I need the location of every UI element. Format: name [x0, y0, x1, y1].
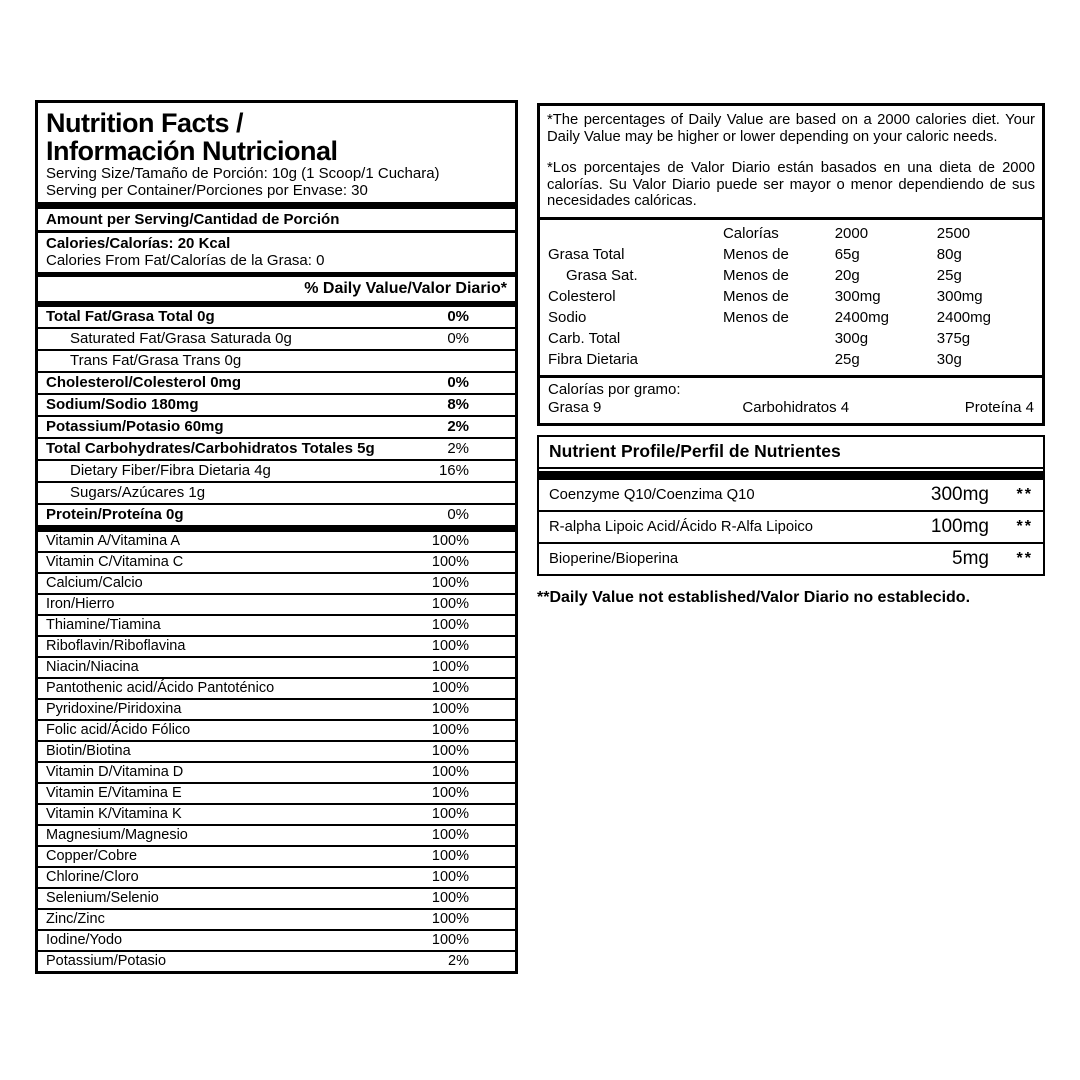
nutrient-row [38, 503, 515, 525]
vitamin-daily-value: 100% [431, 596, 469, 612]
servings-per-container: Serving per Container/Porciones por Envase: 30 [46, 182, 368, 199]
footnote-spanish: *Los porcentajes de Valor Diario están basados en una dieta de 2000 calorías. Su Valor Diario puede ser mayor o menor dependiendo de sus necesidades calóricas. [547, 160, 1035, 209]
vitamin-label: Pantothenic acid/Ácido Pantoténico [46, 680, 275, 696]
nutrient-daily-value: 2% [447, 418, 469, 435]
vitamin-daily-value: 100% [431, 827, 469, 843]
col-2000: 2000 [834, 224, 869, 242]
reference-table-row [548, 265, 1034, 286]
vitamin-row [38, 803, 515, 824]
vitamin-daily-value: 100% [431, 764, 469, 780]
nutrition-facts-header [38, 103, 515, 202]
vitamin-daily-value: 100% [431, 659, 469, 675]
ref-value-2000: 25g [834, 350, 860, 368]
vitamin-label: Pyridoxine/Piridoxina [46, 701, 182, 717]
vitamin-label: Copper/Cobre [46, 848, 138, 864]
ref-value-2500: 2400mg [936, 308, 991, 326]
nutrient-daily-value: 0% [447, 308, 469, 325]
daily-value-footnotes [540, 106, 1042, 217]
ref-value-2000: 300mg [834, 287, 881, 305]
profile-dv-stars: ** [1016, 517, 1033, 535]
ref-qualifier: Menos de [722, 308, 789, 326]
col-2500: 2500 [936, 224, 971, 242]
serving-size: Serving Size/Tamaño de Porción: 10g (1 Scoop/1 Cuchara) [46, 165, 440, 182]
vitamin-row [38, 950, 515, 971]
vitamin-label: Selenium/Selenio [46, 890, 159, 906]
panel-title-line1: Nutrition Facts / [46, 108, 244, 138]
ref-value-2000: 300g [834, 329, 869, 347]
ref-item: Colesterol [548, 287, 616, 305]
profile-amount: 300mg [930, 483, 989, 505]
profile-dv-stars: ** [1016, 549, 1033, 567]
nutrient-row [38, 393, 515, 415]
nutrient-profile-box [537, 435, 1045, 576]
ref-value-2500: 300mg [936, 287, 983, 305]
vitamin-row [38, 677, 515, 698]
thick-divider [38, 202, 515, 209]
nutrient-label: Total Carbohydrates/Carbohidratos Totales 5g [46, 440, 375, 457]
daily-value-header: % Daily Value/Valor Diario* [304, 280, 507, 297]
vitamin-row [38, 824, 515, 845]
vitamin-row [38, 530, 515, 551]
nutrient-rows [38, 305, 515, 525]
vitamin-label: Magnesium/Magnesio [46, 827, 188, 843]
nutrient-profile-row [539, 510, 1043, 542]
reference-table-row [548, 286, 1034, 307]
vitamin-daily-value: 100% [431, 533, 469, 549]
nutrient-label: Total Fat/Grasa Total 0g [46, 308, 215, 325]
vitamin-label: Iron/Hierro [46, 596, 115, 612]
ref-item: Grasa Total [548, 245, 625, 263]
nutrient-row [38, 415, 515, 437]
vitamin-row [38, 740, 515, 761]
vitamin-label: Vitamin C/Vitamina C [46, 554, 184, 570]
vitamin-row [38, 908, 515, 929]
nutrient-daily-value: 8% [447, 396, 469, 413]
profile-label: Coenzyme Q10/Coenzima Q10 [549, 486, 755, 503]
vitamin-row [38, 551, 515, 572]
vitamin-daily-value: 100% [431, 680, 469, 696]
ref-value-2500: 25g [936, 266, 962, 284]
vitamin-daily-value: 100% [431, 806, 469, 822]
nutrient-profile-row [539, 542, 1043, 574]
vitamin-row [38, 929, 515, 950]
nutrient-daily-value: 0% [447, 330, 469, 347]
vitamin-row [38, 635, 515, 656]
nutrient-row [38, 305, 515, 327]
vitamin-rows [38, 530, 515, 971]
nutrient-profile-row [539, 478, 1043, 510]
ref-value-2500: 80g [936, 245, 962, 263]
vitamin-label: Vitamin D/Vitamina D [46, 764, 184, 780]
nutrient-row [38, 327, 515, 349]
vitamin-daily-value: 100% [431, 722, 469, 738]
ref-item: Grasa Sat. [566, 266, 638, 284]
nutrient-label: Potassium/Potasio 60mg [46, 418, 224, 435]
vitamin-label: Niacin/Niacina [46, 659, 139, 675]
nutrient-profile-rows [539, 478, 1043, 574]
ref-value-2000: 20g [834, 266, 860, 284]
daily-value-reference-box [537, 103, 1045, 426]
ref-item: Carb. Total [548, 329, 621, 347]
vitamin-row [38, 866, 515, 887]
nutrient-label: Sodium/Sodio 180mg [46, 396, 199, 413]
ref-qualifier: Menos de [722, 287, 789, 305]
vitamin-label: Zinc/Zinc [46, 911, 105, 927]
vitamin-row [38, 761, 515, 782]
calories-per-gram-values [548, 399, 1034, 417]
nutrient-row [38, 437, 515, 459]
vitamin-daily-value: 100% [431, 554, 469, 570]
ref-item: Sodio [548, 308, 587, 326]
ref-value-2500: 30g [936, 350, 962, 368]
vitamin-daily-value: 100% [431, 911, 469, 927]
reference-table [540, 220, 1042, 375]
ref-qualifier: Menos de [722, 266, 789, 284]
reference-table-row [548, 307, 1034, 328]
vitamin-row [38, 719, 515, 740]
reference-table-header [548, 223, 1034, 244]
vitamin-row [38, 593, 515, 614]
vitamin-daily-value: 100% [431, 638, 469, 654]
reference-table-row [548, 244, 1034, 265]
col-blank [548, 223, 723, 244]
ref-qualifier [723, 328, 835, 349]
ref-value-2000: 2400mg [834, 308, 889, 326]
ref-qualifier: Menos de [722, 245, 789, 263]
ref-qualifier [723, 349, 835, 370]
nutrient-label: Sugars/Azúcares 1g [70, 484, 206, 501]
vitamin-daily-value: 100% [431, 617, 469, 633]
reference-table-row [548, 328, 1034, 349]
vitamin-label: Thiamine/Tiamina [46, 617, 161, 633]
vitamin-label: Biotin/Biotina [46, 743, 131, 759]
vitamin-label: Chlorine/Cloro [46, 869, 139, 885]
dv-not-established-note: **Daily Value not established/Valor Diario no establecido. [537, 588, 971, 606]
amount-per-serving: Amount per Serving/Cantidad de Porción [38, 209, 515, 233]
nutrient-row [38, 459, 515, 481]
vitamin-daily-value: 100% [431, 701, 469, 717]
vitamin-row [38, 782, 515, 803]
vitamin-daily-value: 100% [431, 785, 469, 801]
footnote-english: *The percentages of Daily Value are based on a 2000 calories diet. Your Daily Value may be higher or lower depending on your caloric needs. [547, 112, 1035, 145]
calories-per-gram-title: Calorías por gramo: [548, 380, 681, 398]
ref-item: Fibra Dietaria [548, 350, 639, 368]
nutrition-facts-panel [35, 100, 518, 974]
calories-value: Calories/Calorías: 20 Kcal [46, 235, 231, 252]
vitamin-row [38, 887, 515, 908]
vitamin-label: Vitamin E/Vitamina E [46, 785, 182, 801]
vitamin-row [38, 656, 515, 677]
calories-per-gram [540, 378, 1042, 423]
vitamin-label: Vitamin K/Vitamina K [46, 806, 182, 822]
panel-title-line2: Información Nutricional [46, 136, 338, 166]
vitamin-label: Potassium/Potasio [46, 953, 167, 969]
nutrient-row [38, 349, 515, 371]
nutrient-row [38, 371, 515, 393]
vitamin-row [38, 845, 515, 866]
right-column [537, 103, 1045, 607]
vitamin-label: Vitamin A/Vitamina A [46, 533, 181, 549]
nutrient-daily-value: 16% [438, 462, 469, 479]
cpg-carbs: Carbohidratos 4 [742, 398, 850, 416]
ref-value-2500: 375g [936, 329, 971, 347]
nutrient-profile-title: Nutrient Profile/Perfil de Nutrientes [539, 437, 1043, 469]
vitamin-daily-value: 100% [431, 932, 469, 948]
nutrient-daily-value: 0% [447, 374, 469, 391]
nutrient-label: Dietary Fiber/Fibra Dietaria 4g [70, 462, 271, 479]
vitamin-label: Folic acid/Ácido Fólico [46, 722, 191, 738]
profile-amount: 100mg [930, 515, 989, 537]
vitamin-label: Iodine/Yodo [46, 932, 123, 948]
nutrient-daily-value: 0% [447, 506, 469, 523]
cpg-protein: Proteína 4 [964, 398, 1034, 416]
nutrient-daily-value: 2% [447, 440, 469, 457]
vitamin-label: Riboflavin/Riboflavina [46, 638, 186, 654]
vitamin-daily-value: 100% [431, 575, 469, 591]
nutrient-label: Protein/Proteína 0g [46, 506, 184, 523]
vitamin-daily-value: 100% [431, 848, 469, 864]
vitamin-row [38, 572, 515, 593]
calories-from-fat: Calories From Fat/Calorías de la Grasa: 0 [46, 252, 325, 269]
profile-label: Bioperine/Bioperina [549, 550, 679, 567]
nutrient-label: Trans Fat/Grasa Trans 0g [70, 352, 242, 369]
nutrient-label: Saturated Fat/Grasa Saturada 0g [70, 330, 292, 347]
vitamin-row [38, 614, 515, 635]
vitamin-label: Calcium/Calcio [46, 575, 143, 591]
reference-table-row [548, 349, 1034, 370]
profile-dv-stars: ** [1016, 485, 1033, 503]
nutrient-row [38, 481, 515, 503]
col-calories: Calorías [722, 224, 779, 242]
profile-label: R-alpha Lipoic Acid/Ácido R-Alfa Lipoico [549, 518, 814, 535]
vitamin-daily-value: 100% [431, 890, 469, 906]
thick-divider [539, 471, 1043, 478]
calories-block [38, 233, 515, 272]
reference-table-body [548, 244, 1034, 370]
vitamin-daily-value: 2% [448, 953, 469, 969]
vitamin-row [38, 698, 515, 719]
vitamin-daily-value: 100% [431, 869, 469, 885]
nutrient-label: Cholesterol/Colesterol 0mg [46, 374, 242, 391]
profile-amount: 5mg [952, 547, 989, 569]
cpg-fat: Grasa 9 [548, 398, 602, 416]
vitamin-daily-value: 100% [431, 743, 469, 759]
ref-value-2000: 65g [834, 245, 860, 263]
